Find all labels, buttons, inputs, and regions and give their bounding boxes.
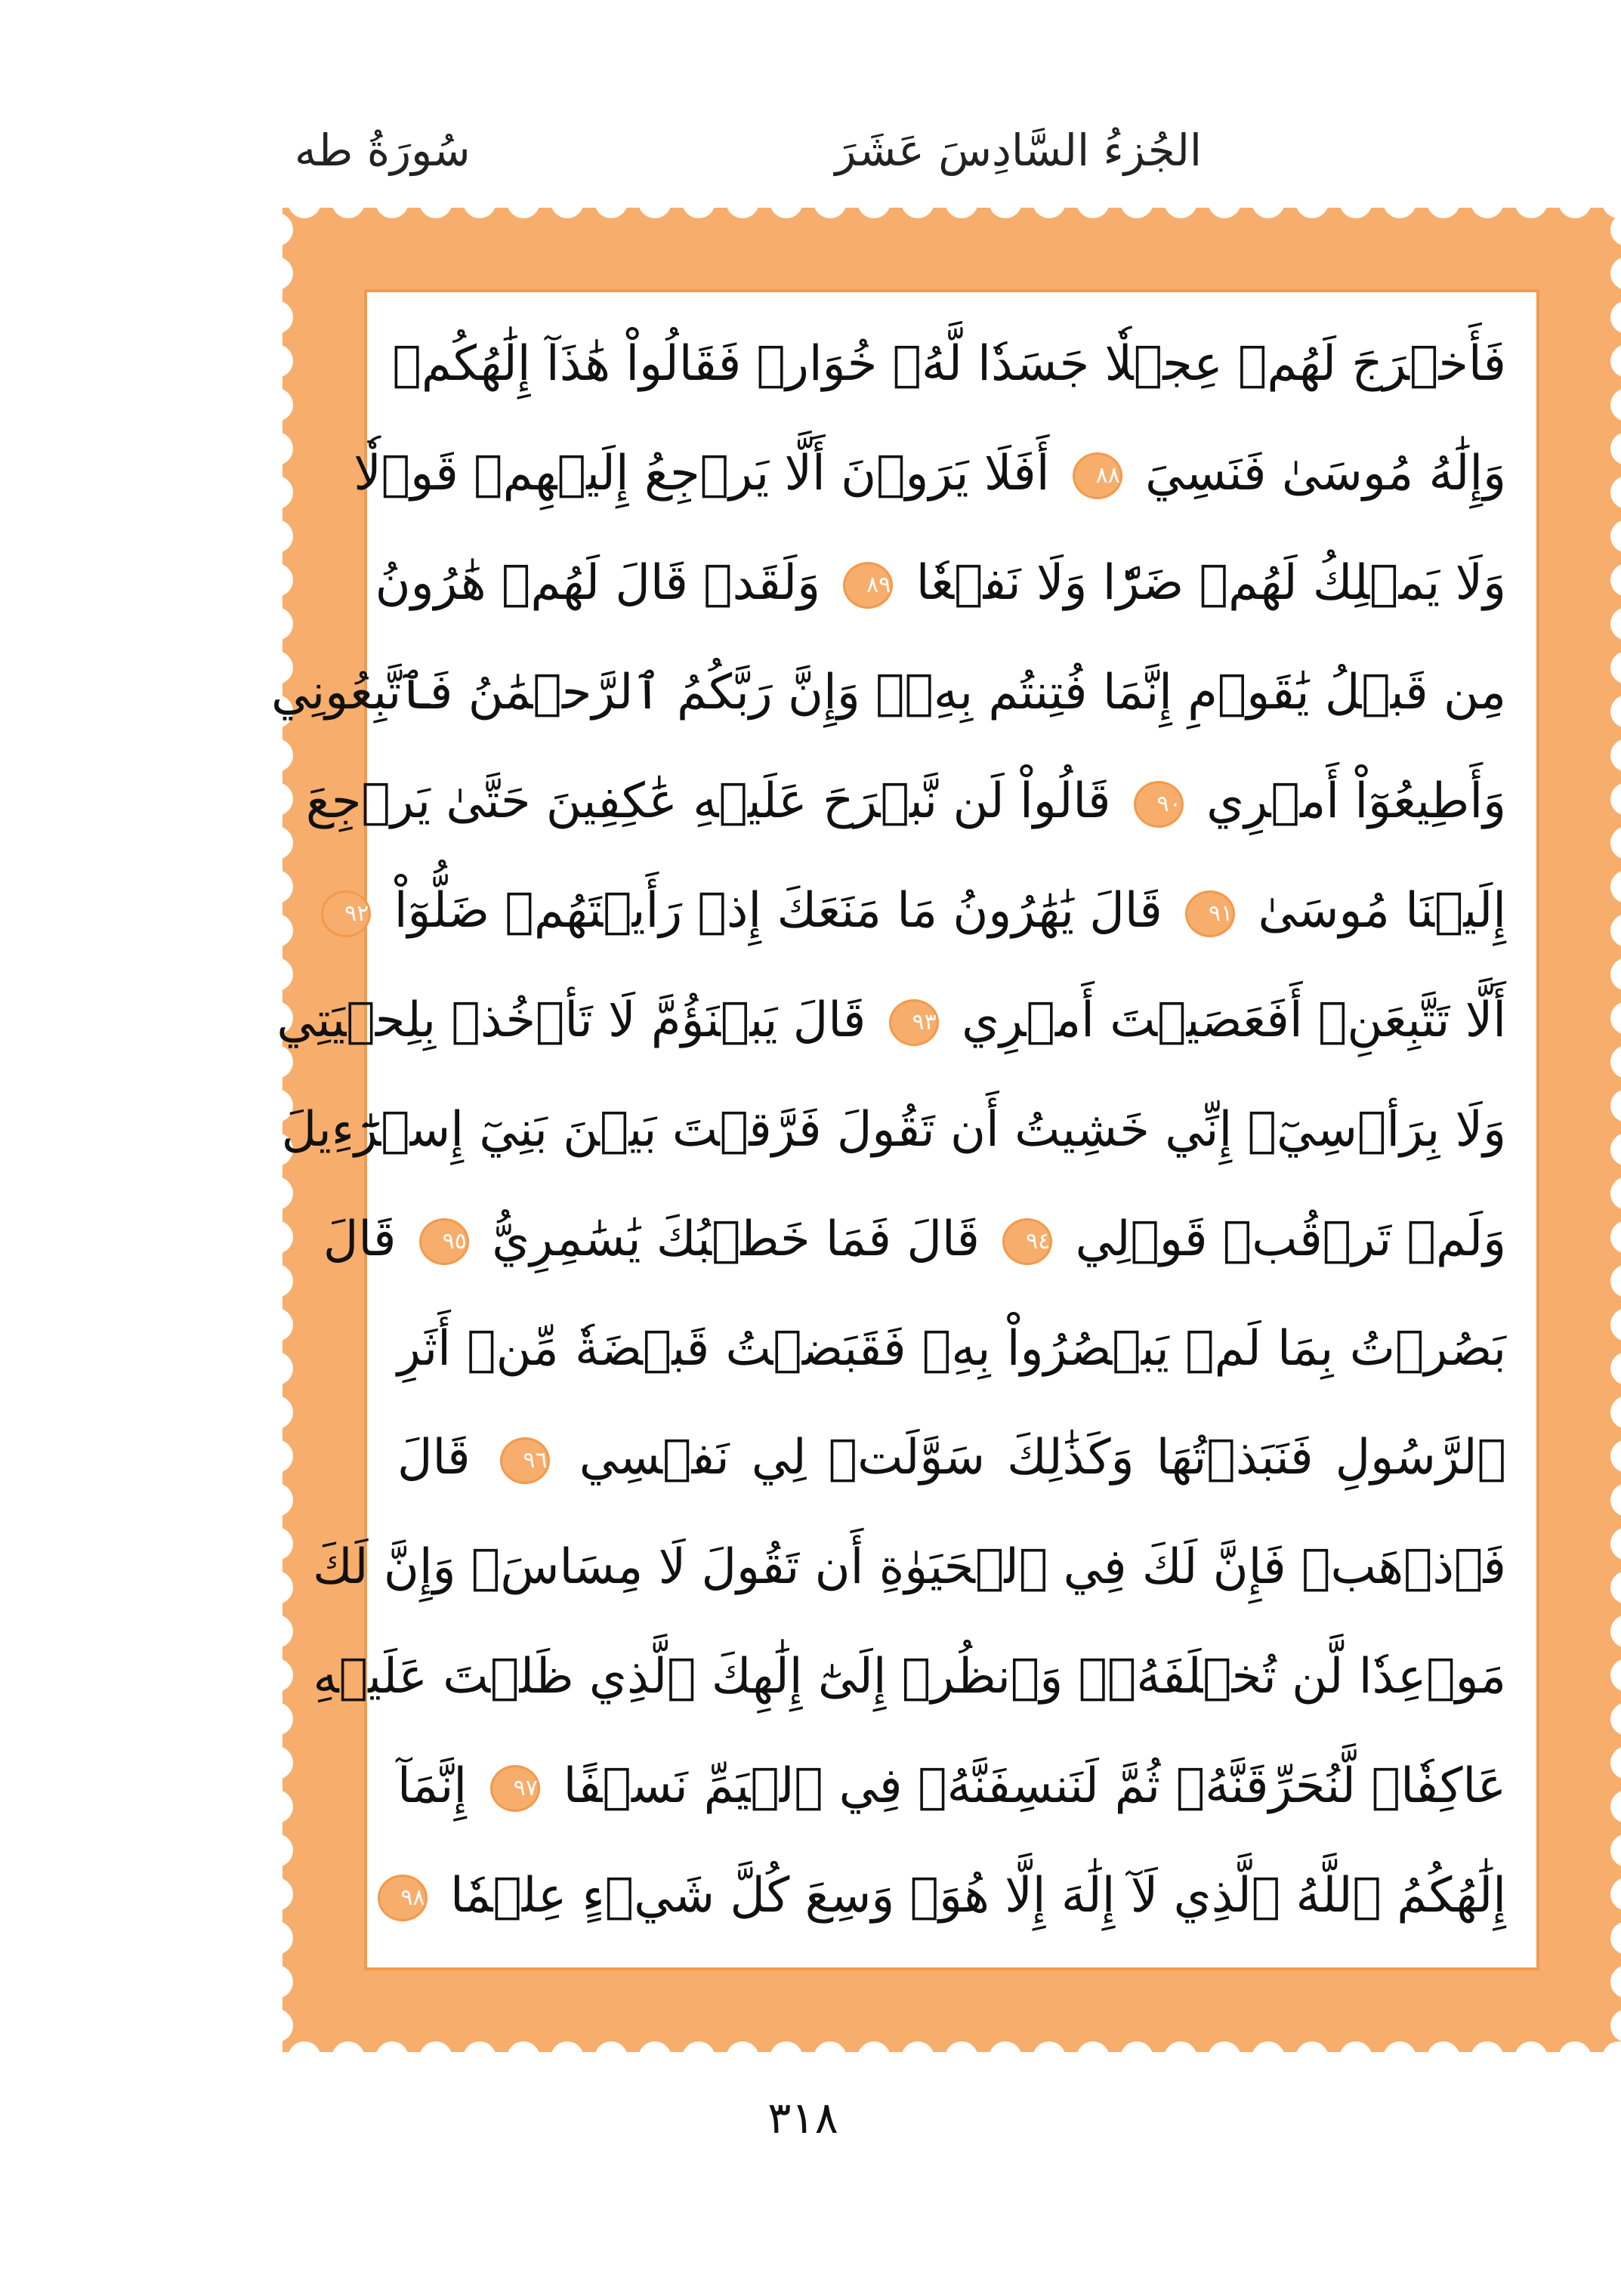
ayah-marker: ٩١ [1185, 890, 1235, 937]
verse-line: وَلَمۡ تَرۡقُبۡ قَوۡلِي ٩٤ قَالَ فَمَا خَطۡبُكَ يَٰسَٰمِرِيُّ ٩٥ قَالَ [323, 1211, 1506, 1267]
verse-line: إِلَيۡنَا مُوسَىٰ ٩١ قَالَ يَٰهَٰرُونُ مَا مَنَعَكَ إِذۡ رَأَيۡتَهُمۡ ضَلُّوٓاْ ٩٢ [397, 869, 1506, 952]
verse-line: مَوۡعِدٗا لَّن تُخۡلَفَهُۥۖ وَٱنظُرۡ إِلَىٰٓ إِلَٰهِكَ ٱلَّذِي ظَلۡتَ عَلَيۡهِ [313, 1649, 1506, 1705]
verse-line: وَلَا يَمۡلِكُ لَهُمۡ ضَرّٗا وَلَا نَفۡعٗا ٨٩ وَلَقَدۡ قَالَ لَهُمۡ هَٰرُونُ [375, 554, 1506, 611]
ayah-marker: ٩٢ [321, 890, 371, 937]
ayah-marker: ٨٨ [1073, 452, 1122, 499]
ayah-marker: ٨٩ [843, 562, 893, 609]
verse-line: وَأَطِيعُوٓاْ أَمۡرِي ٩٠ قَالُواْ لَن نَّبۡرَحَ عَلَيۡهِ عَٰكِفِينَ حَتَّىٰ يَرۡجِعَ [305, 773, 1506, 830]
ayah-marker: ٩٥ [419, 1218, 469, 1265]
verse-line: بَصُرۡتُ بِمَا لَمۡ يَبۡصُرُواْ بِهِۦ فَقَبَضۡتُ قَبۡضَةٗ مِّنۡ أَثَرِ [397, 1320, 1506, 1377]
text-area [271, 289, 1539, 1970]
verse-line: وَلَا بِرَأۡسِيٓۖ إِنِّي خَشِيتُ أَن تَقُولَ فَرَّقۡتَ بَيۡنَ بَنِيٓ إِسۡرَٰٓءِيلَ [281, 1101, 1506, 1158]
ayah-marker: ٩٤ [1002, 1218, 1052, 1265]
ayah-marker: ٩٣ [889, 999, 939, 1046]
verse-line: ٱلرَّسُولِ فَنَبَذۡتُهَا وَكَذَٰلِكَ سَوَّلَتۡ لِي نَفۡسِي ٩٦ قَالَ [397, 1430, 1507, 1486]
verse-line: فَأَخۡرَجَ لَهُمۡ عِجۡلٗا جَسَدٗا لَّهُۥ خُوَارٞ فَقَالُواْ هَٰذَآ إِلَٰهُكُمۡ [392, 336, 1506, 392]
ayah-marker: ٩٦ [500, 1437, 550, 1484]
page-frame [271, 208, 1621, 2052]
ayah-marker: ٩٠ [1134, 781, 1184, 828]
verse-line: عَاكِفٗاۖ لَّنُحَرِّقَنَّهُۥ ثُمَّ لَنَنسِفَنَّهُۥ فِي ٱلۡيَمِّ نَسۡفًا ٩٧ إِنَّمَآ [397, 1757, 1507, 1814]
verse-line: مِن قَبۡلُ يَٰقَوۡمِ إِنَّمَا فُتِنتُم بِهِۦۖ وَإِنَّ رَبَّكُمُ ٱلرَّحۡمَٰنُ فَٱتَّبِعُونِي [271, 664, 1506, 721]
page-number: ٣١٨ [767, 2092, 838, 2143]
surah-header: سُورَةُ طه [295, 125, 471, 176]
verse-line: فَٱذۡهَبۡ فَإِنَّ لَكَ فِي ٱلۡحَيَوٰةِ أَن تَقُولَ لَا مِسَاسَۖ وَإِنَّ لَكَ [313, 1539, 1506, 1596]
ayah-marker: ٩٧ [490, 1765, 540, 1812]
verse-line: إِلَٰهُكُمُ ٱللَّهُ ٱلَّذِي لَآ إِلَٰهَ إِلَّا هُوَۚ وَسِعَ كُلَّ شَيۡءٍ عِلۡمٗا ٩٨ [397, 1854, 1506, 1937]
verse-lines [271, 322, 1507, 1937]
ayah-marker: ٩٨ [378, 1875, 428, 1921]
verse-line: وَإِلَٰهُ مُوسَىٰ فَنَسِيَ ٨٨ أَفَلَا يَرَوۡنَ أَلَّا يَرۡجِعُ إِلَيۡهِمۡ قَوۡلٗا [354, 445, 1506, 501]
juz-header: الجُزءُ السَّادِسَ عَشَرَ [835, 125, 1202, 176]
verse-line: أَلَّا تَتَّبِعَنِۖ أَفَعَصَيۡتَ أَمۡرِي ٩٣ قَالَ يَبۡنَؤُمَّ لَا تَأۡخُذۡ بِلِحۡيَتِي [276, 992, 1506, 1049]
